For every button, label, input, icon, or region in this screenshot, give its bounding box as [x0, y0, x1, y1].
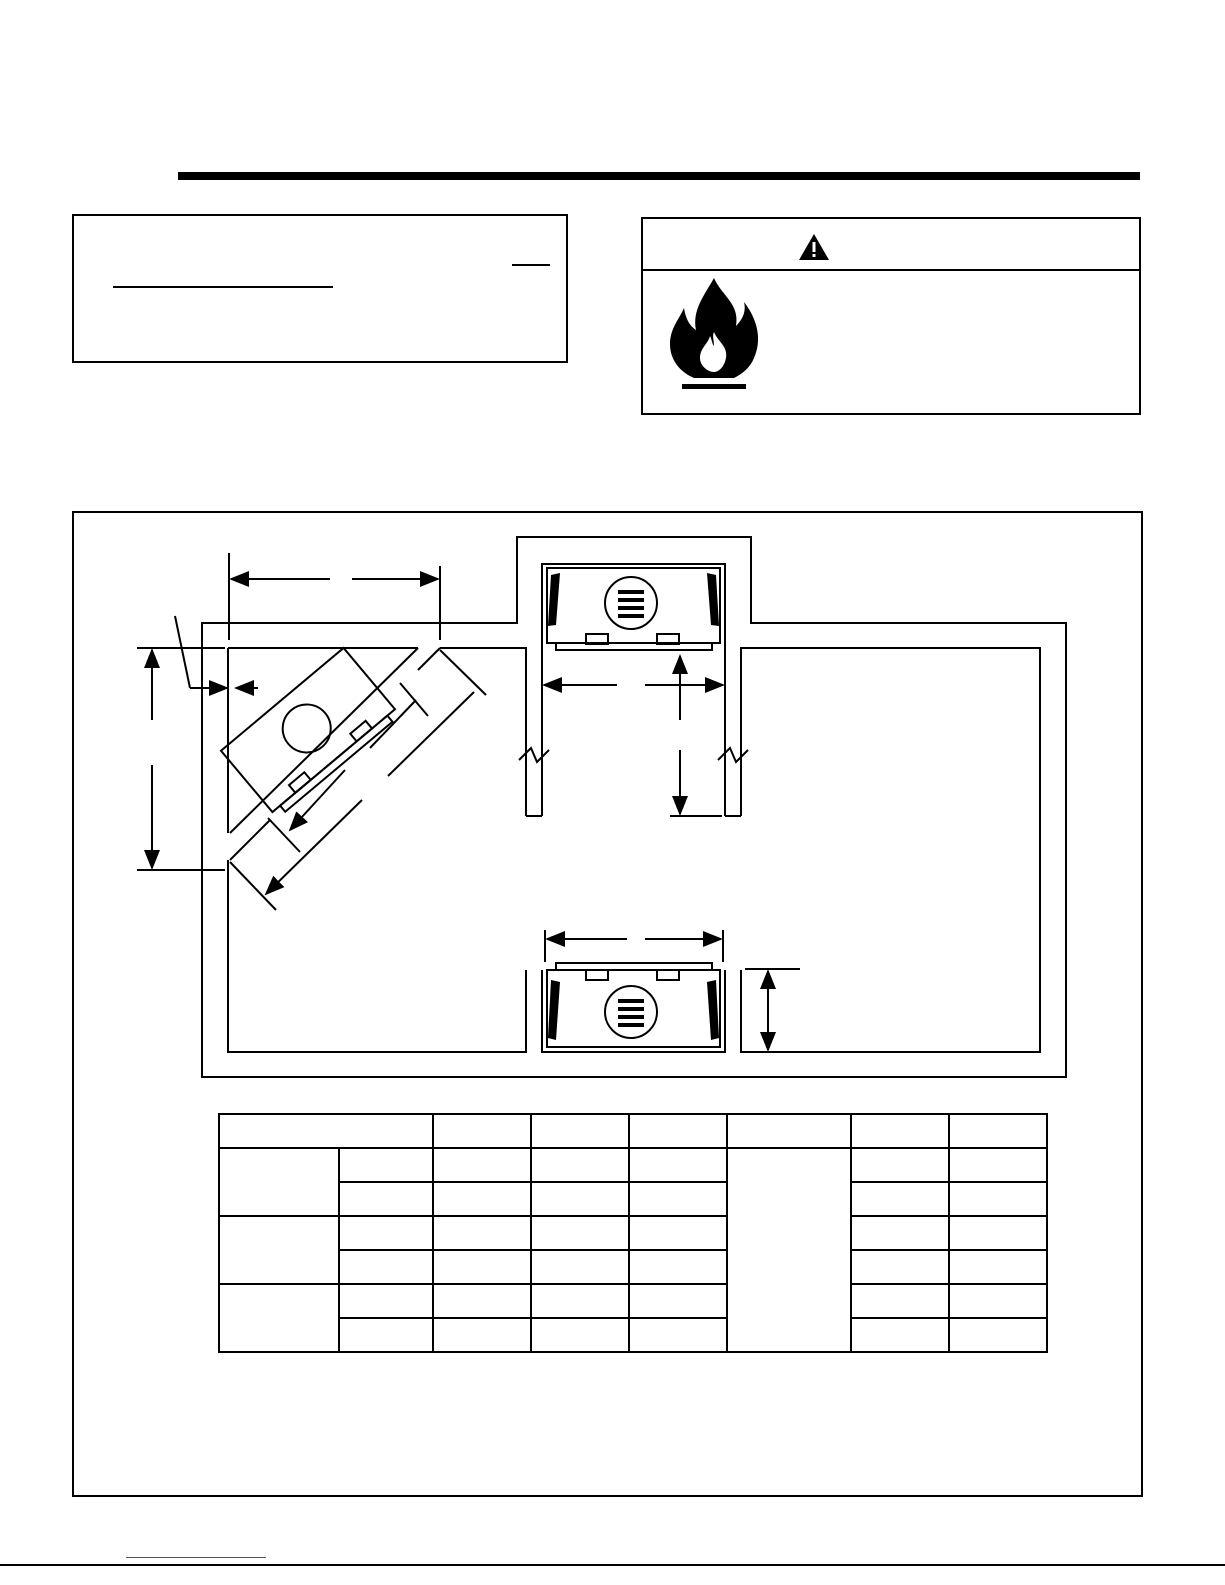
- table-cell: [339, 1250, 433, 1284]
- table-cell: [433, 1216, 531, 1250]
- table-row: [219, 1284, 1047, 1318]
- table-header-cell: [949, 1114, 1047, 1148]
- footer-link-underline[interactable]: [126, 1557, 266, 1558]
- table-row: [219, 1216, 1047, 1250]
- table-header-row: [219, 1114, 1047, 1148]
- table-cell: [851, 1216, 949, 1250]
- table-cell: [339, 1216, 433, 1250]
- table-cell: [949, 1318, 1047, 1352]
- table-cell: [629, 1318, 727, 1352]
- left-room-corner: [440, 648, 526, 816]
- table-cell: [531, 1216, 629, 1250]
- table-cell: [433, 1318, 531, 1352]
- table-header-cell: [851, 1114, 949, 1148]
- table-cell: [531, 1284, 629, 1318]
- clearance-table: [218, 1113, 1048, 1353]
- table-cell: [531, 1148, 629, 1182]
- table-cell: [949, 1284, 1047, 1318]
- corner-chamfer-wall: [230, 648, 418, 833]
- table-cell: [433, 1250, 531, 1284]
- table-cell: [339, 1182, 433, 1216]
- table-row: [219, 1148, 1047, 1182]
- table-cell: [851, 1182, 949, 1216]
- top-fireplace-body: [547, 568, 720, 643]
- table-cell: [851, 1318, 949, 1352]
- table-header-cell: [629, 1114, 727, 1148]
- table-cell: [433, 1148, 531, 1182]
- table-header-cell: [727, 1114, 851, 1148]
- top-fireplace-vent: [605, 577, 657, 629]
- table-group-label: [219, 1284, 339, 1352]
- table-cell: [629, 1148, 727, 1182]
- table-merged-cell: [727, 1148, 851, 1352]
- wall-break-left: [519, 748, 549, 762]
- table-cell: [433, 1284, 531, 1318]
- table-cell: [531, 1250, 629, 1284]
- corner-fireplace-body: [221, 648, 400, 818]
- table-row: [219, 1182, 1047, 1216]
- bottom-fireplace-vent: [605, 986, 657, 1038]
- table-cell: [433, 1182, 531, 1216]
- table-cell: [629, 1250, 727, 1284]
- table-cell: [949, 1216, 1047, 1250]
- table-row: [219, 1250, 1047, 1284]
- table-cell: [851, 1148, 949, 1182]
- table-group-label: [219, 1148, 339, 1216]
- table-cell: [531, 1318, 629, 1352]
- table-cell: [339, 1318, 433, 1352]
- table-cell: [851, 1250, 949, 1284]
- table-cell: [629, 1182, 727, 1216]
- table-cell: [949, 1182, 1047, 1216]
- table-cell: [851, 1284, 949, 1318]
- table-header-cell: [219, 1114, 433, 1148]
- table-cell: [949, 1250, 1047, 1284]
- table-group-label: [219, 1216, 339, 1284]
- table-cell: [531, 1182, 629, 1216]
- table-header-cell: [531, 1114, 629, 1148]
- right-room-walls: [741, 648, 1040, 1052]
- table-row: [219, 1318, 1047, 1352]
- table-cell: [629, 1284, 727, 1318]
- table-cell: [339, 1284, 433, 1318]
- footer-rule: [0, 1564, 1225, 1566]
- table-cell: [339, 1148, 433, 1182]
- wall-break-right: [718, 748, 748, 762]
- table-cell: [949, 1148, 1047, 1182]
- table-header-cell: [433, 1114, 531, 1148]
- table-cell: [629, 1216, 727, 1250]
